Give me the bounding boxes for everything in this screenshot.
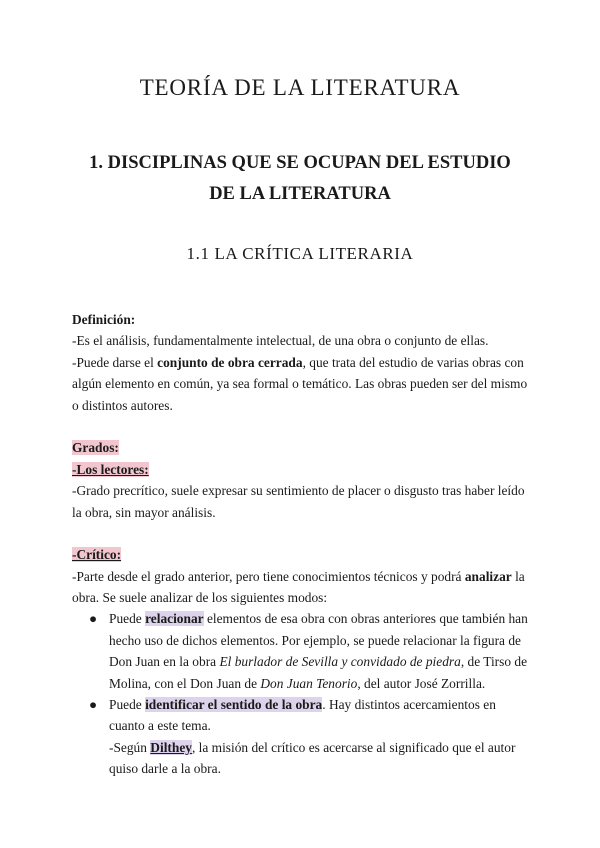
list-item-identificar-line-2: cuanto a este tema.: [109, 718, 211, 734]
definicion-line-4: o distintos autores.: [72, 397, 173, 413]
dilthey-name: Dilthey: [150, 739, 192, 755]
critico-line-1: [72, 566, 532, 587]
text-run: Puede: [109, 611, 146, 627]
text-run: Puede: [109, 697, 146, 713]
text-run: , la misión del crítico es acercarse al significado que el autor: [191, 739, 516, 755]
critico-label: -Crítico:: [72, 547, 122, 563]
text-run: -Parte desde el grado anterior, pero tiene conocimientos técnicos y podrá: [72, 568, 465, 584]
section-heading-line-2: DE LA LITERATURA: [209, 184, 391, 204]
lectores-line-2: la obra, sin mayor análisis.: [72, 504, 216, 520]
text-run: la: [511, 568, 525, 584]
subsection-heading: 1.1 LA CRÍTICA LITERARIA: [186, 244, 414, 263]
grados-label-line: [72, 437, 532, 458]
text-run: , de Tirso de: [460, 654, 528, 670]
document-body: [72, 309, 532, 780]
list-item-relacionar: [72, 608, 532, 629]
list-item-relacionar-line-4: [72, 673, 532, 694]
definicion-line-2: [72, 352, 532, 373]
document-title: TEORÍA DE LA LITERATURA: [139, 75, 461, 100]
text-run: Molina, con el Don Juan de: [109, 675, 261, 691]
critico-label-line: [72, 544, 532, 565]
list-item-identificar-line-3: [72, 737, 532, 758]
text-run: elementos de esa obra con obras anteriores que también han: [203, 611, 528, 627]
lectores-label-line: [72, 459, 532, 480]
text-run: -Puede darse el: [72, 354, 158, 370]
text-run: , que trata del estudio de varias obras con: [302, 354, 524, 370]
lectores-line-1: -Grado precrítico, suele expresar su sentimiento de placer o disgusto tras haber leído: [72, 483, 525, 499]
text-run: , del autor José Zorrilla.: [357, 675, 486, 691]
bullet-icon: ●: [89, 611, 98, 627]
list-item-identificar: [72, 694, 532, 715]
text-run: Don Juan en la obra: [109, 654, 220, 670]
spacer: [72, 416, 532, 437]
definicion-line-3: algún elemento en común, ya sea formal o temático. Las obras pueden ser del mismo: [72, 376, 528, 392]
definicion-label-line: [72, 309, 532, 330]
relacionar-term: relacionar: [145, 611, 204, 627]
list-item-relacionar-line-2: hecho uso de dichos elementos. Por ejemplo, se puede relacionar la figura de: [109, 632, 521, 648]
analizar-term: analizar: [464, 568, 512, 584]
identificar-sentido-term: identificar el sentido de la obra: [145, 697, 323, 713]
text-run: . Hay distintos acercamientos en: [322, 697, 496, 713]
spacer: [72, 523, 532, 544]
text-run: -Según: [109, 739, 151, 755]
list-item-identificar-line-4: quiso darle a la obra.: [109, 761, 221, 777]
critico-line-2: obra. Se suele analizar de los siguientes modos:: [72, 590, 328, 606]
definicion-line-1: -Es el análisis, fundamentalmente intelectual, de una obra o conjunto de ellas.: [72, 333, 489, 349]
conjunto-obra-cerrada-term: conjunto de obra cerrada: [157, 354, 303, 370]
list-item-relacionar-line-3: [72, 651, 532, 672]
bullet-icon: ●: [89, 697, 98, 713]
lectores-label: -Los lectores:: [72, 461, 149, 477]
section-heading: [0, 148, 600, 210]
tenorio-title: Don Juan Tenorio: [260, 675, 358, 691]
definicion-label: Definición:: [72, 312, 136, 327]
section-heading-line-1: 1. DISCIPLINAS QUE SE OCUPAN DEL ESTUDIO: [89, 153, 511, 173]
burlador-title: El burlador de Sevilla y convidado de piedra: [219, 654, 461, 670]
grados-label: Grados:: [72, 440, 119, 456]
